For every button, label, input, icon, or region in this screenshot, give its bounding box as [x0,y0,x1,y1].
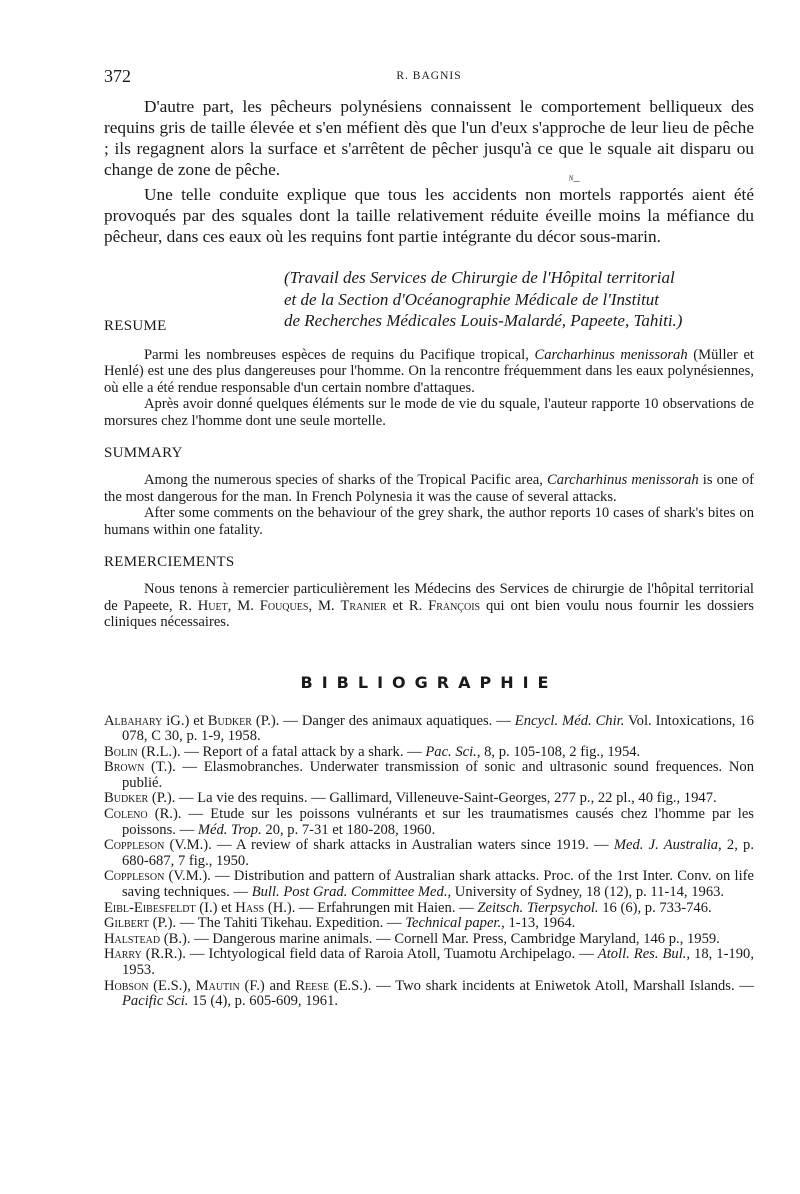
author-name: Hobson [104,977,149,994]
reference-text: 20, p. 7-31 et 180-208, 1960. [261,821,436,838]
reference-text: (V.M.). — Distribution and pattern of Australian shark attacks. Proc. of the 1rst Inter. Conv. on life saving techniques. — [122,868,754,901]
bibliography-entry [104,760,754,791]
bibliography-list [104,714,754,1010]
reference-text: (E.S.), [148,977,196,994]
summary-text: Among the numerous species of sharks of the Tropical Pacific area, [144,472,548,488]
journal-title: Pacific Sci. [122,993,189,1010]
journal-title: Méd. Trop. [197,821,262,838]
author-name: Eibl-Eibesfeldt [104,899,196,916]
bibliography-entry [104,869,754,900]
reference-text: (P.). — The Tahiti Tikehau. Expedition. — [148,915,406,932]
reference-text: (V.M.). — A review of shark attacks in Australian waters since 1919. — [164,837,614,854]
ack-text: , M. [308,597,341,614]
reference-text: 18, 1-190, 1953. [122,946,754,978]
journal-title: Encycl. Méd. Chir. [514,712,625,729]
journal-title: Pac. Sci., [425,743,481,760]
reference-text: (E.S.). — Two shark incidents at Eniwetok Atoll, Marshall Islands. — [328,977,754,994]
reference-text: (R.). — Etude sur les poissons vulnérants et sur les traumatismes causés chez l'homme par les poissons. — [122,806,754,838]
reference-text: (T.). — Elasmobranches. Underwater transmission of sonic and ultrasonic sound frequences. Non publié. [122,759,754,791]
species-name: Carcharhinus menissorah [534,346,688,363]
author-name: Halstead [104,930,161,947]
author-name: Coppleson [104,868,165,885]
bibliography-entry [104,901,754,917]
person-name: Fouques [259,597,309,614]
page-header [104,66,754,96]
ack-text: qui ont bien voulu nous fournir les dossiers cliniques nécessaires. [104,597,754,630]
author-name: Mautin [195,977,240,994]
journal-title: Bull. Post Grad. Committee Med., [251,884,452,901]
ack-text: et R. [386,597,429,614]
body-paragraph-1: D'autre part, les pêcheurs polynésiens connaissent le comportement belliqueux des requins gris de taille élevée et s'en méfient dès que l'un d'eux s'approche de leur lieu de pêche ; ils regagnent alors la surface et s'arrêtent de pêcher jusqu'à ce que le squale ait disparu ou change de zone de pêche. [104,97,754,179]
author-name: Brown [104,759,145,776]
author-name: Harry [104,946,142,963]
reference-text: (H.). — Erfahrungen mit Haien. — [264,899,478,916]
ack-text: Nous tenons à remercier particulièrement les Médecins des Services de chirurgie de l'hôpital territorial de Papeete, R. [104,581,754,614]
author-name: Bolin [104,743,138,760]
body-paragraph-2-start: Une telle conduite explique que tous les accidents [144,185,526,204]
reference-text: iG.) et [162,712,208,729]
author-name: Coppleson [104,837,165,854]
page-number: 372 [104,66,131,86]
reference-text: 1-13, 1964. [504,915,576,932]
summary-text: is one of the most dangerous for the man. In French Polynesia it was the cause of several attacks. [104,472,754,505]
journal-title: Atoll. Res. Bul., [597,946,691,963]
bibliography-entry [104,979,754,1010]
reference-text: 2, p. 680-687, 7 fig., 1950. [122,837,755,869]
journal-title: Zeitsch. Tierpsychol. [477,899,599,916]
word-non: non [525,185,551,204]
affiliation-line: de Recherches Médicales Louis-Malardé, Papeete, Tahiti.) [284,311,683,330]
bibliography-entry [104,791,754,807]
summary-section [104,445,754,538]
author-name: Gilbert [104,915,149,932]
affiliation-line: et de la Section d'Océanographie Médicale de l'Institut [284,289,660,309]
bibliography-entry [104,916,754,932]
resume-text: (Müller et Henlé) est une des plus dangereuses pour l'homme. On la rencontre fréquemment dans les eaux polynésiennes, où elle a été rendue responsable d'un certain nombre d'attaques. [104,346,754,396]
author-name: Budker [207,712,252,729]
body-paragraph-2 [104,173,754,247]
body-paragraph-2-end: mortels rapportés aient été provoqués par des squales dont la taille relativement réduite éveille moins la méfiance du pêcheur, dans ces eaux où les requins font partie intégrante du décor sous-marin. [104,185,754,246]
page [104,66,754,1010]
author-name: Budker [104,790,149,807]
handwritten-mark: ᴺ– [568,173,580,187]
resume-heading: RESUME [104,317,167,334]
author-name: Coleno [104,806,148,823]
summary-paragraph-1 [104,472,754,505]
reference-text: (R.R.). — Ichtyological field data of Raroia Atoll, Tuamotu Archipelago. — [141,946,598,963]
species-name: Carcharhinus menissorah [547,472,699,488]
journal-title: Med. J. Australia, [613,837,722,854]
author-name: Reese [295,977,329,994]
author-name: Hass [235,899,265,916]
person-name: Tranier [340,597,387,614]
acknowledgements-heading: REMERCIEMENTS [104,554,235,570]
resume-text: Parmi les nombreuses espèces de requins du Pacifique tropical, [144,346,535,363]
reference-text: 8, p. 105-108, 2 fig., 1954. [480,743,641,760]
bibliography-entry [104,932,754,948]
reference-text: 15 (4), p. 605-609, 1961. [188,993,339,1010]
acknowledgements-section [104,554,754,631]
bibliography-entry [104,947,754,978]
person-name: François [428,597,481,614]
reference-text: (I.) et [195,899,236,916]
resume-section [104,318,754,430]
reference-text: (R.L.). — Report of a fatal attack by a shark. — [137,743,426,760]
person-name: Huet [197,597,228,614]
summary-paragraph-2: After some comments on the behaviour of the grey shark, the author reports 10 cases of shark's bites on humans within one fatality. [104,505,754,538]
acknowledgements-paragraph [104,581,754,631]
bibliography-entry [104,745,754,761]
reference-text: University of Sydney, 18 (12), p. 11-14, 1963. [451,884,725,901]
ack-text: , M. [227,597,260,614]
resume-paragraph-1 [104,347,754,397]
reference-text: (P.). — La vie des requins. — Gallimard, Villeneuve-Saint-Georges, 277 p., 22 pl., 40 fig., 1947. [148,790,717,807]
reference-text: 16 (6), p. 733-746. [598,899,712,916]
author-name: Albahary [104,712,163,729]
bibliography-title: BIBLIOGRAPHIE [300,672,558,692]
summary-heading: SUMMARY [104,445,183,461]
bibliography-entry [104,838,754,869]
reference-text: (F.) and [239,977,296,994]
bibliography-entry [104,714,754,745]
handwritten-correction [525,173,580,204]
bibliography-entry [104,807,754,838]
journal-title: Technical paper., [405,915,505,932]
reference-text: (P.). — Danger des animaux aquatiques. — [251,712,515,729]
reference-text: (B.). — Dangerous marine animals. — Cornell Mar. Press, Cambridge Maryland, 146 p., 1959. [160,930,720,947]
affiliation-line: (Travail des Services de Chirurgie de l'Hôpital territorial [284,268,675,287]
resume-paragraph-2: Après avoir donné quelques éléments sur le mode de vie du squale, l'auteur rapporte 10 observations de morsures chez l'homme dont une seule mortelle. [104,396,754,429]
running-head: R. BAGNIS [396,70,462,82]
reference-text: Vol. Intoxications, 16 078, C 30, p. 1-9, 1958. [122,712,754,745]
